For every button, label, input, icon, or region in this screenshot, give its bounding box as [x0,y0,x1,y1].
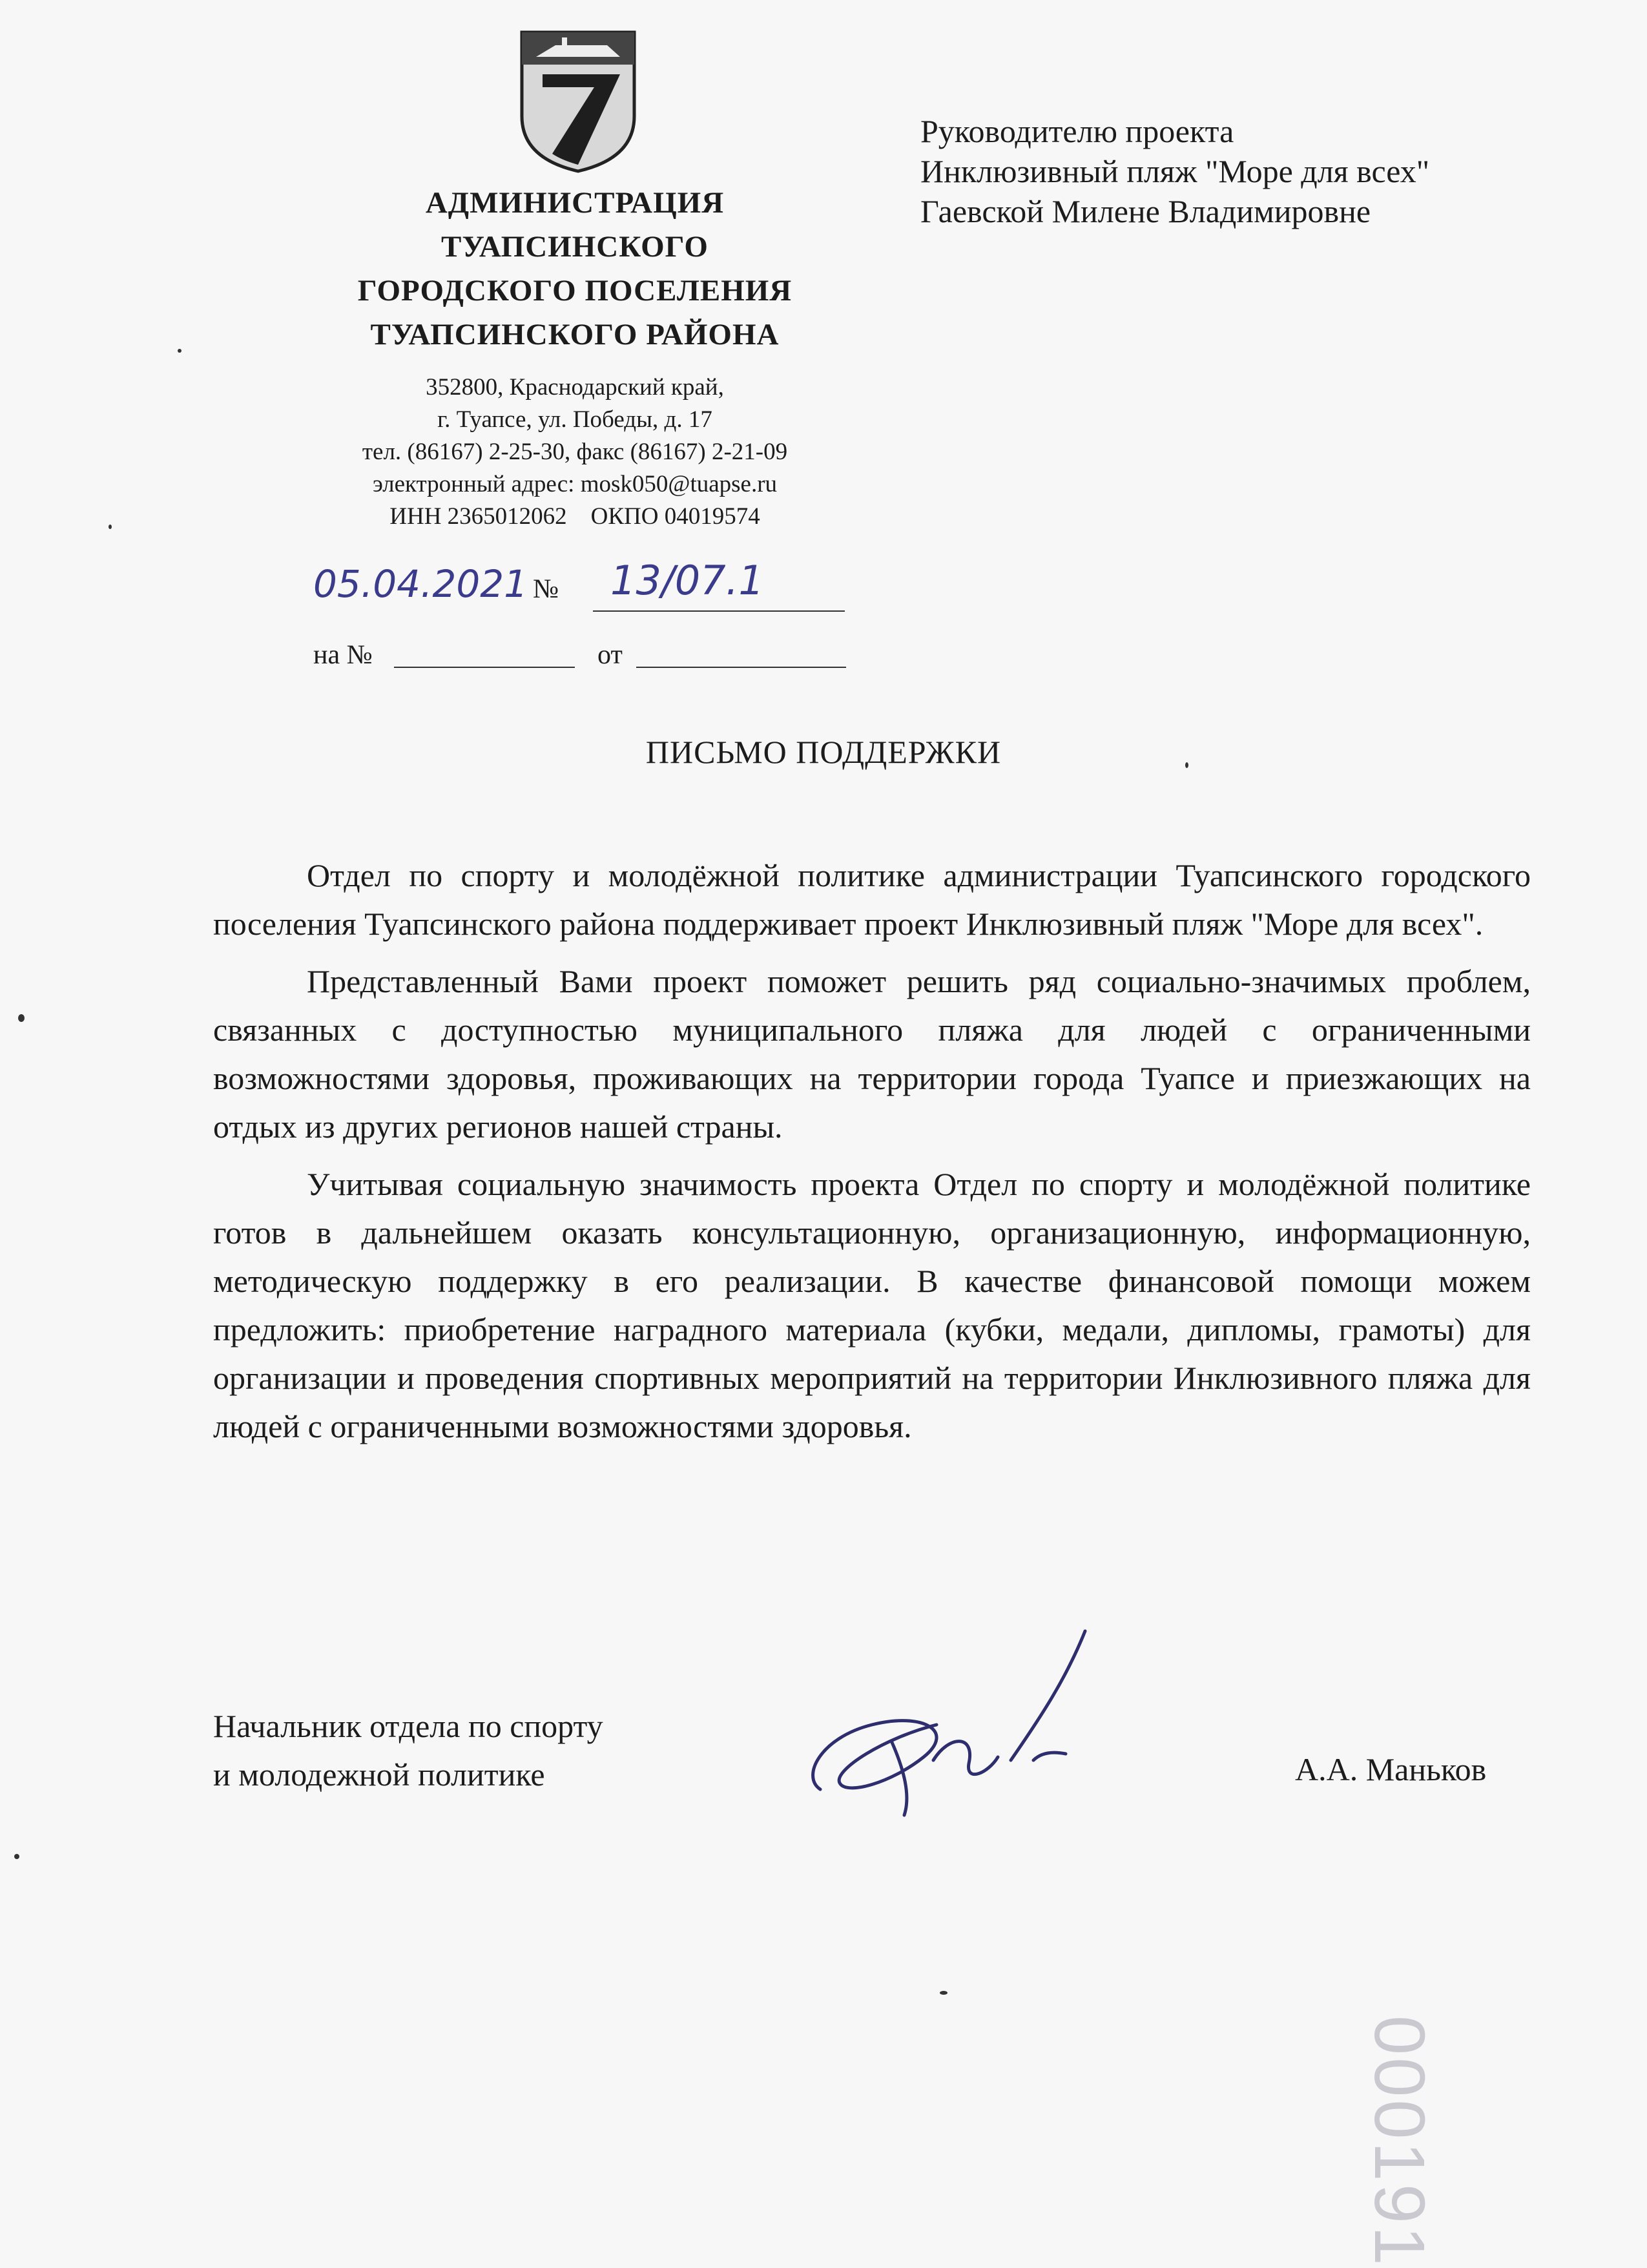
addressee-line: Инклюзивный пляж "Море для всех" [920,153,1430,189]
addressee-line: Гаевской Милене Владимировне [920,193,1371,229]
outgoing-number-label: № [533,574,559,604]
outgoing-date-handwritten: 05.04.2021 [313,562,528,606]
coat-of-arms-emblem [517,26,639,174]
signatory-name: А.А. Маньков [1295,1751,1487,1787]
org-name-line: ГОРОДСКОГО ПОСЕЛЕНИЯ [357,274,792,307]
org-name-line: АДМИНИСТРАЦИЯ [425,186,725,220]
letter-title: ПИСЬМО ПОДДЕРЖКИ [645,734,1002,770]
address-line: тел. (86167) 2-25-30, факс (86167) 2-21-09 [362,439,788,465]
outgoing-number-underline [593,610,845,612]
registration-number-stamp: 000191 [1360,2015,1439,2268]
handwritten-signature [794,1628,1130,1841]
address-line: ИНН 2365012062 ОКПО 04019574 [389,503,760,530]
reference-number-label: на № [313,640,373,670]
scan-speck [940,1991,948,1995]
scan-speck [178,349,181,353]
scan-speck [14,1854,19,1859]
reference-number-blank [394,667,575,668]
reference-date-blank [636,667,846,668]
signatory-position [213,1702,794,1799]
addressee-line: Руководителю проекта [920,113,1234,149]
signatory-position-line: и молодежной политике [213,1756,545,1793]
org-name-line: ТУАПСИНСКОГО [441,230,709,264]
address-line: 352800, Краснодарский край, [426,374,724,401]
scan-speck [18,1014,25,1022]
body-paragraph: Учитывая социальную значимость проекта Отдел по спорту и молодёжной политике готов в дальнейшем оказать консультационную, организационную, информационную, методическую поддержку в его реализации. В качестве финансовой помощи можем предложить: приобретение наградного материала (кубки, медали, дипломы, грамоты) для организации и проведения спортивных мероприятий на территории Инклюзивного пляжа для людей с ограниченными возможностями здоровья. [213,1166,1531,1444]
addressee-block [920,111,1599,231]
signatory-position-line: Начальник отдела по спорту [213,1708,603,1744]
scan-speck [109,525,112,529]
address-line: г. Туапсе, ул. Победы, д. 17 [437,406,712,433]
reference-date-label: от [597,640,623,670]
organization-address [284,371,865,533]
body-paragraph: Отдел по спорту и молодёжной политике администрации Туапсинского городского поселения Туапсинского района поддерживает проект Инклюзивный пляж "Море для всех". [213,857,1531,942]
organization-name [284,181,865,357]
address-line: электронный адрес: mosk050@tuapse.ru [372,471,778,497]
letter-body [213,851,1531,1460]
body-paragraph: Представленный Вами проект поможет решить ряд социально-значимых проблем, связанных с доступностью муниципального пляжа для людей с ограниченными возможностями здоровья, проживающих на территории города Туапсе и приезжающих на отдых из других регионов нашей страны. [213,963,1531,1145]
org-name-line: ТУАПСИНСКОГО РАЙОНА [370,318,780,351]
scan-speck [1185,762,1188,768]
outgoing-number-handwritten: 13/07.1 [610,557,764,604]
